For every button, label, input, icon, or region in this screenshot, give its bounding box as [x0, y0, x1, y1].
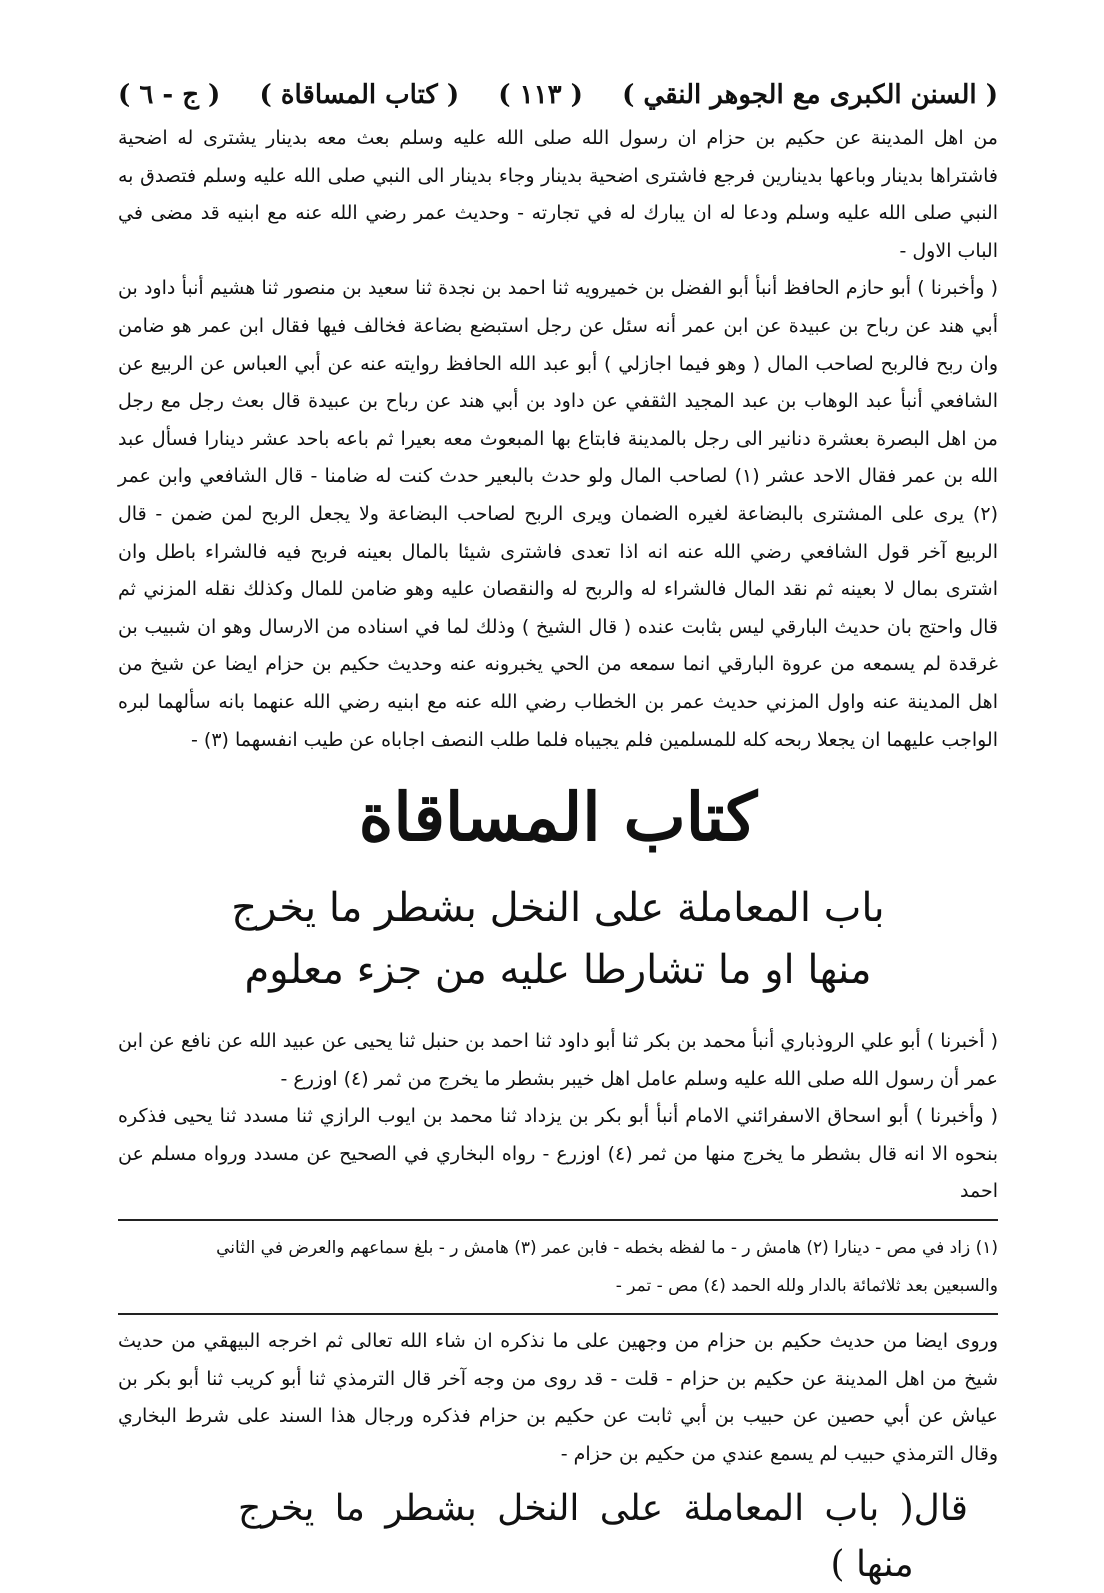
- book-heading: كتاب المساقاة: [358, 778, 758, 857]
- chapter-heading-line-1: باب المعاملة على النخل بشطر ما يخرج: [231, 885, 885, 932]
- commentary-paragraph: وروى ايضا من حديث حكيم بن حزام من وجهين على ما نذكره ان شاء الله تعالى ثم اخرجه البيهقي من حديث شيخ من اهل المدينة عن حكيم بن حزام - قلت - قد روى من وجه آخر قال الترمذي ثنا أبو كريب ثنا أبو بكر بن عياش عن أبي حصين عن حبيب بن أبي ثابت عن حكيم بن حزام فذكره ورجال هذا السند على شرط البخاري وقال الترمذي حبيب لم يسمع عندي من حكيم بن حزام -: [118, 1330, 998, 1465]
- paragraph-chapter-2: ( وأخبرنا ) أبو اسحاق الاسفرائني الامام أنبأ أبو بكر بن يزداد ثنا محمد بن ايوب الرازي ثنا مسدد ثنا يحيى فذكره بنحوه الا انه قال بشطر ما يخرج منها من ثمر (٤) اوزرع - رواه البخاري في الصحيح عن مسدد ورواه مسلم عن احمد: [118, 1105, 998, 1203]
- running-header: [118, 70, 998, 120]
- book-title: ( السنن الكبرى مع الجوهر النقي ): [622, 80, 998, 110]
- page-number: ( ١١٣ ): [498, 80, 583, 110]
- footnote-divider: [118, 1219, 998, 1221]
- qala-word: قال: [913, 1488, 968, 1530]
- paragraph-hadith-2: ( وأخبرنا ) أبو حازم الحافظ أنبأ أبو الفضل بن خميرويه ثنا احمد بن نجدة ثنا سعيد بن منصور ثنا هشيم أنبأ داود بن أبي هند عن رباح بن عبيدة عن ابن عمر أنه سئل عن رجل استبضع بضاعة فخالف فيها فقال ابن عمر هو ضامن وان ربح فالربح لصاحب المال ( وهو فيما اجازلي ) أبو عبد الله الحافظ روايته عنه عن أبي العباس عن الربيع عن الشافعي أنبأ عبد الوهاب بن عبد المجيد الثقفي عن داود بن أبي هند عن رباح بن عبيدة قال بعث رجل مع رجل من اهل البصرة بعشرة دنانير الى رجل بالمدينة فابتاع بها المبعوث معه بعيرا ثم باعه باحد عشر دينارا فسأل عبد الله بن عمر فقال الاحد عشر (١) لصاحب المال ولو حدث بالبعير حدث كنت له ضامنا - قال الشافعي وابن عمر (٢) يرى على المشترى بالبضاعة لغيره الضمان ويرى الربح لصاحب البضاعة ولا يجعل الربح لمن ضمن - قال الربيع آخر قول الشافعي رضي الله عنه انه اذا تعدى فاشترى شيئا بالمال بعينه فربح فيه فالشراء باطل وان اشترى بمال لا بعينه ثم نقد المال فالشراء له والربح له والنقصان عليه وهو ضامن للمال وكذلك نقله المزني ثم قال واحتج بان حديث البارقي ليس بثابت عنده ( قال الشيخ ) وذلك لما في اسناده من الارسال وهو ان شبيب بن غرقدة لم يسمعه من عروة البارقي انما سمعه من الحي يخبرونه عنه وحديث حكيم بن حزام ايضا عن شيخ من اهل المدينة عنه واول المزني حديث عمر بن الخطاب رضي الله عنه مع ابنيه رضي الله عنهما بانه سألهما لبره الواجب عليهما ان يجعلا ربحه كله للمسلمين فلم يجيباه فلما طلب النصف اجاباه عن طيب انفسهما (٣) -: [118, 277, 998, 751]
- paragraph-chapter-1: ( أخبرنا ) أبو علي الروذباري أنبأ محمد بن بكر ثنا أبو داود ثنا احمد بن حنبل ثنا يحيى عن عبيد الله عن نافع عن ابن عمر أن رسول الله صلى الله عليه وسلم عامل اهل خيبر بشطر ما يخرج من ثمر (٤) اوزرع -: [118, 1030, 998, 1090]
- chapter-heading-line-2: منها او ما تشارطا عليه من جزء معلوم: [244, 947, 872, 994]
- paragraph-hadith-1: من اهل المدينة عن حكيم بن حزام ان رسول الله صلى الله عليه وسلم بعث معه بدينار يشترى له اضحية فاشتراها بدينار وباعها بدينارين فرجع فاشترى اضحية بدينار وجاء بدينار الى النبي صلى الله عليه وسلم فتصدق به النبي صلى الله عليه وسلم ودعا له ان يبارك له في تجارته - وحديث عمر رضي الله عنه مع ابنيه قد مضى في الباب الاول -: [118, 127, 998, 262]
- commentary-chapter-title: ( باب المعاملة على النخل بشطر ما يخرج منها ): [238, 1488, 914, 1586]
- section-name: ( كتاب المساقاة ): [259, 80, 460, 110]
- volume-number: ( ج - ٦ ): [118, 80, 221, 110]
- commentary-heading: [118, 1481, 998, 1593]
- footnote-line-2: والسبعين بعد ثلاثمائة بالدار ولله الحمد (٤) مص - تمر -: [615, 1276, 998, 1297]
- footnote-line-1: (١) زاد في مص - دينارا (٢) هامش ر - ما لفظه بخطه - فابن عمر (٣) هامش ر - بلغ سماعهم والعرض في الثاني: [216, 1238, 998, 1259]
- chapter-body: [118, 1023, 998, 1211]
- book-page: [118, 70, 998, 1593]
- commentary-divider: [118, 1313, 998, 1315]
